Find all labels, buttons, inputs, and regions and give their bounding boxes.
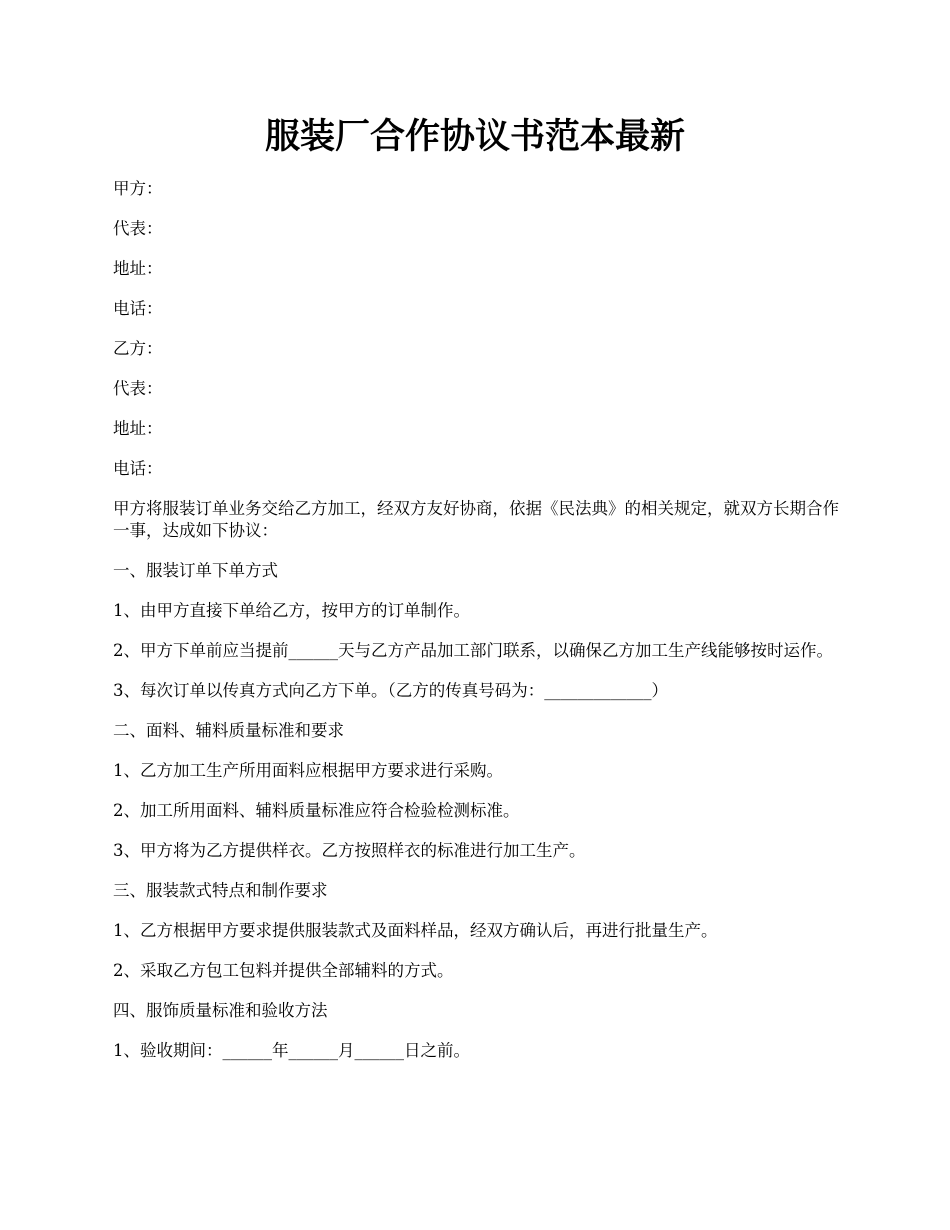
party-a-name: 甲方： [113,179,163,198]
section-4-item-1: 1、验收期间：______年______月______日之前。 [113,1041,470,1060]
intro-paragraph: 甲方将服装订单业务交给乙方加工，经双方友好协商，依据《民法典》的相关规定，就双方长期合作一事，达成如下协议： [113,499,839,540]
section-1-item-3: 3、每次订单以传真方式向乙方下单。（乙方的传真号码为：_____________） [113,681,668,700]
section-1-item-2: 2、甲方下单前应当提前______天与乙方产品加工部门联系，以确保乙方加工生产线能够按时运作。 [113,641,833,660]
section-2-item-1: 1、乙方加工生产所用面料应根据甲方要求进行采购。 [113,761,503,780]
section-2-heading: 二、面料、辅料质量标准和要求 [113,721,344,740]
section-4-heading: 四、服饰质量标准和验收方法 [113,1001,328,1020]
section-3-item-1: 1、乙方根据甲方要求提供服装款式及面料样品，经双方确认后，再进行批量生产。 [113,921,718,940]
party-b-representative: 代表： [113,379,163,398]
section-3-item-2: 2、采取乙方包工包料并提供全部辅料的方式。 [113,961,454,980]
party-b-address: 地址： [113,419,163,438]
section-1-heading: 一、服装订单下单方式 [113,561,278,580]
party-b-phone: 电话： [113,459,163,478]
document-body [113,178,843,1080]
section-2-item-2: 2、加工所用面料、辅料质量标准应符合检验检测标准。 [113,801,520,820]
section-1-item-1: 1、由甲方直接下单给乙方，按甲方的订单制作。 [113,601,470,620]
party-a-phone: 电话： [113,299,163,318]
document-title: 服装厂合作协议书范本最新 [264,116,685,157]
section-2-item-3: 3、甲方将为乙方提供样衣。乙方按照样衣的标准进行加工生产。 [113,841,586,860]
party-a-representative: 代表： [113,219,163,238]
section-3-heading: 三、服装款式特点和制作要求 [113,881,328,900]
party-a-address: 地址： [113,259,163,278]
party-b-name: 乙方： [113,339,163,358]
